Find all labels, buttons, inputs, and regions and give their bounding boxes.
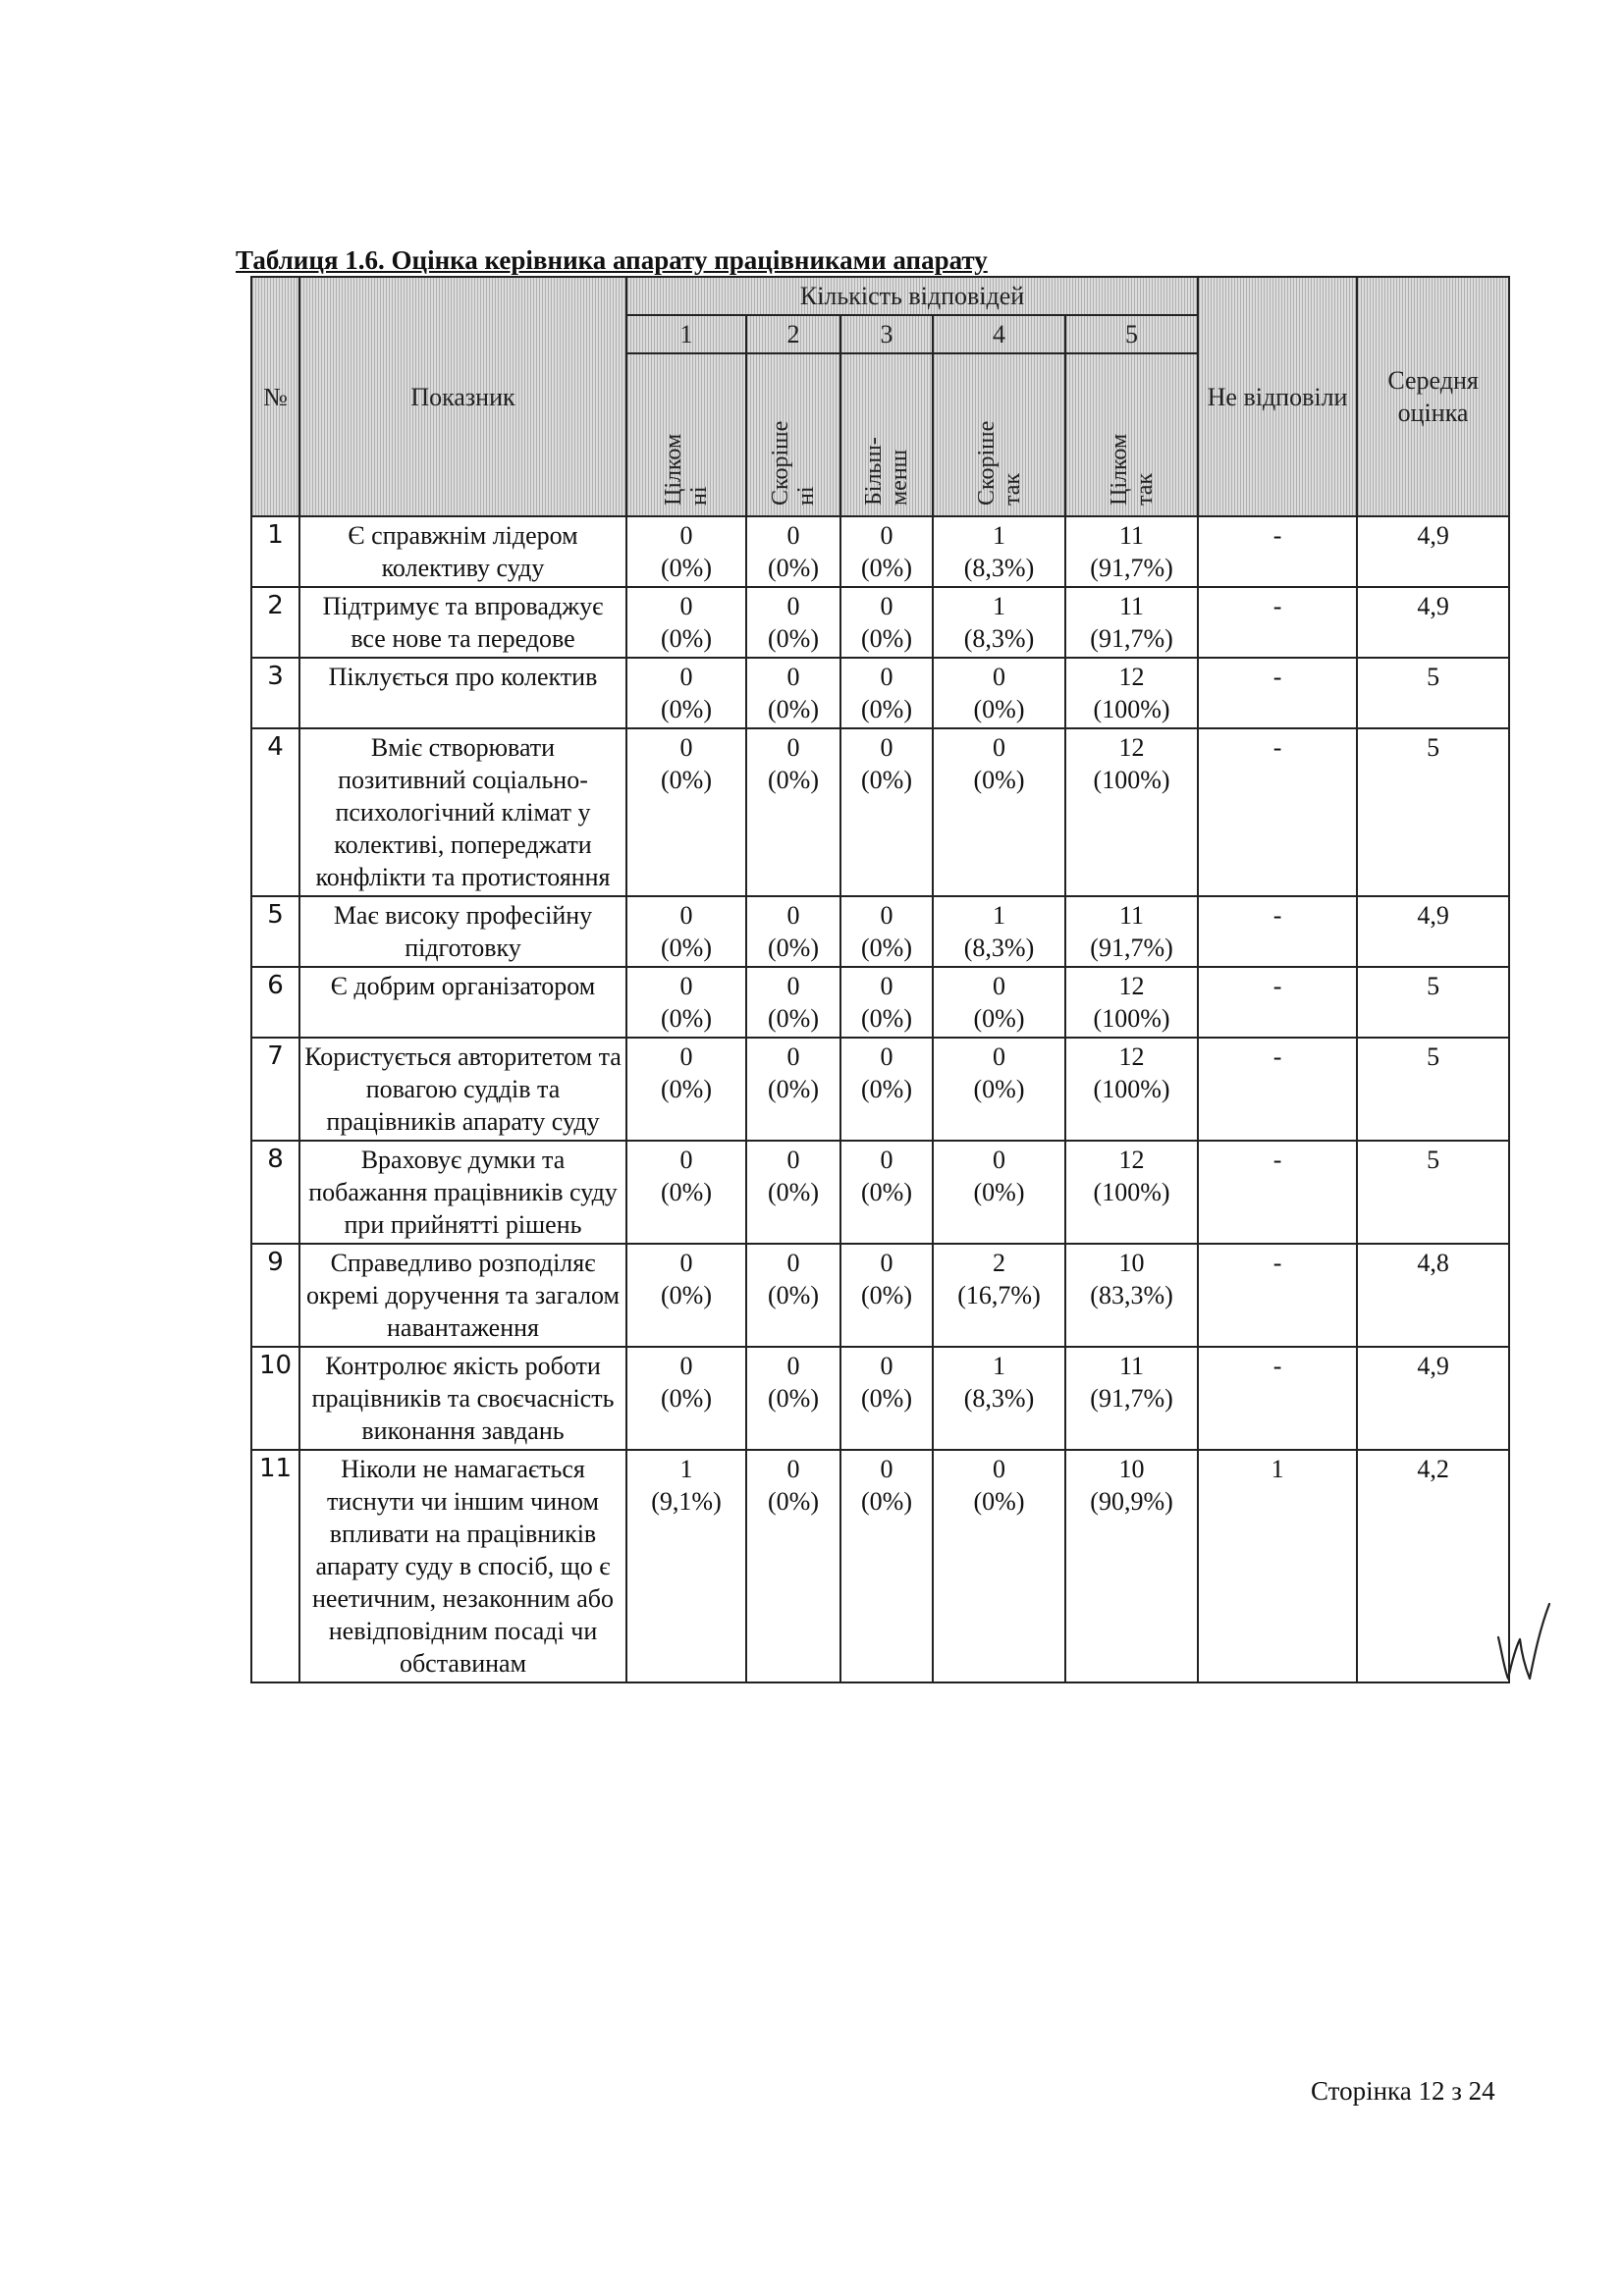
response-value-1: 0 (0%) [626, 1038, 746, 1141]
response-value-1: 0 (0%) [626, 516, 746, 587]
response-value-3: 0 (0%) [840, 1038, 933, 1141]
header-response-count: Кількість відповідей [626, 277, 1198, 315]
header-level-label-1 [626, 353, 746, 516]
table-row [251, 1244, 1509, 1347]
row-number: 9 [251, 1244, 299, 1347]
no-answer-value: - [1198, 658, 1357, 728]
table-row [251, 967, 1509, 1038]
response-value-3: 0 (0%) [840, 1347, 933, 1450]
response-value-5: 12 (100%) [1065, 1038, 1198, 1141]
response-value-2: 0 (0%) [746, 896, 840, 967]
table-row [251, 896, 1509, 967]
response-value-1: 0 (0%) [626, 587, 746, 658]
no-answer-value: 1 [1198, 1450, 1357, 1682]
header-no-answer: Не відповіли [1198, 277, 1357, 516]
average-value: 5 [1357, 1038, 1509, 1141]
response-value-3: 0 (0%) [840, 728, 933, 896]
header-level-label-5 [1065, 353, 1198, 516]
no-answer-value: - [1198, 1141, 1357, 1244]
row-number: 8 [251, 1141, 299, 1244]
row-number: 10 [251, 1347, 299, 1450]
response-value-4: 0 (0%) [933, 967, 1065, 1038]
response-value-1: 1 (9,1%) [626, 1450, 746, 1682]
row-number: 11 [251, 1450, 299, 1682]
response-value-1: 0 (0%) [626, 1347, 746, 1450]
table-row [251, 1141, 1509, 1244]
average-value: 5 [1357, 967, 1509, 1038]
response-value-3: 0 (0%) [840, 1450, 933, 1682]
indicator-text: Є добрим організатором [299, 967, 626, 1038]
response-value-4: 0 (0%) [933, 1450, 1065, 1682]
response-value-3: 0 (0%) [840, 587, 933, 658]
response-value-5: 11 (91,7%) [1065, 516, 1198, 587]
response-value-2: 0 (0%) [746, 1038, 840, 1141]
header-average: Середня оцінка [1357, 277, 1509, 516]
row-number: 7 [251, 1038, 299, 1141]
rating-table [250, 276, 1510, 1683]
response-value-1: 0 (0%) [626, 1244, 746, 1347]
header-level-label-3 [840, 353, 933, 516]
indicator-text: Піклується про колектив [299, 658, 626, 728]
header-number: № [251, 277, 299, 516]
response-value-4: 1 (8,3%) [933, 1347, 1065, 1450]
no-answer-value: - [1198, 728, 1357, 896]
row-number: 5 [251, 896, 299, 967]
average-value: 4,8 [1357, 1244, 1509, 1347]
response-value-3: 0 (0%) [840, 516, 933, 587]
response-value-4: 1 (8,3%) [933, 516, 1065, 587]
header-level-5: 5 [1065, 315, 1198, 353]
header-level-label-4 [933, 353, 1065, 516]
response-value-5: 12 (100%) [1065, 1141, 1198, 1244]
average-value: 4,9 [1357, 516, 1509, 587]
table-title: Таблиця 1.6. Оцінка керівника апарату працівниками апарату [236, 245, 988, 275]
header-indicator: Показник [299, 277, 626, 516]
header-level-3: 3 [840, 315, 933, 353]
response-value-5: 11 (91,7%) [1065, 896, 1198, 967]
indicator-text: Ніколи не намагається тиснути чи іншим чином впливати на працівників апарату суду в спосіб, що є неетичним, незаконним або невідповідним посаді чи обставинам [299, 1450, 626, 1682]
response-value-4: 0 (0%) [933, 1038, 1065, 1141]
indicator-text: Має високу професійну підготовку [299, 896, 626, 967]
response-value-4: 1 (8,3%) [933, 896, 1065, 967]
response-value-2: 0 (0%) [746, 1141, 840, 1244]
response-value-4: 0 (0%) [933, 658, 1065, 728]
header-row-group [251, 277, 1509, 315]
row-number: 3 [251, 658, 299, 728]
response-value-2: 0 (0%) [746, 1347, 840, 1450]
row-number: 1 [251, 516, 299, 587]
response-value-2: 0 (0%) [746, 516, 840, 587]
average-value: 4,9 [1357, 587, 1509, 658]
no-answer-value: - [1198, 1038, 1357, 1141]
response-value-5: 12 (100%) [1065, 658, 1198, 728]
response-value-2: 0 (0%) [746, 1244, 840, 1347]
level-label-text: Цілком ні [661, 433, 712, 506]
response-value-3: 0 (0%) [840, 658, 933, 728]
average-value: 4,2 [1357, 1450, 1509, 1682]
average-value: 5 [1357, 728, 1509, 896]
table-row [251, 1450, 1509, 1682]
no-answer-value: - [1198, 896, 1357, 967]
response-value-5: 12 (100%) [1065, 967, 1198, 1038]
response-value-4: 0 (0%) [933, 728, 1065, 896]
indicator-text: Є справжнім лідером колективу суду [299, 516, 626, 587]
header-level-label-2 [746, 353, 840, 516]
response-value-2: 0 (0%) [746, 587, 840, 658]
level-label-text: Цілком так [1106, 433, 1158, 506]
no-answer-value: - [1198, 1347, 1357, 1450]
average-value: 4,9 [1357, 896, 1509, 967]
table-row [251, 658, 1509, 728]
table-row [251, 516, 1509, 587]
indicator-text: Вміє створювати позитивний соціально-психологічний клімат у колективі, попереджати конфлікти та протистояння [299, 728, 626, 896]
no-answer-value: - [1198, 1244, 1357, 1347]
response-value-1: 0 (0%) [626, 967, 746, 1038]
table-row [251, 587, 1509, 658]
response-value-2: 0 (0%) [746, 967, 840, 1038]
response-value-3: 0 (0%) [840, 1141, 933, 1244]
response-value-3: 0 (0%) [840, 967, 933, 1038]
response-value-1: 0 (0%) [626, 1141, 746, 1244]
level-label-text: Більш- менш [861, 437, 912, 506]
page-footer: Сторінка 12 з 24 [1311, 2076, 1495, 2106]
response-value-1: 0 (0%) [626, 658, 746, 728]
indicator-text: Справедливо розподіляє окремі доручення та загалом навантаження [299, 1244, 626, 1347]
no-answer-value: - [1198, 587, 1357, 658]
indicator-text: Користується авторитетом та повагою суддів та працівників апарату суду [299, 1038, 626, 1141]
average-value: 4,9 [1357, 1347, 1509, 1450]
header-level-4: 4 [933, 315, 1065, 353]
row-number: 4 [251, 728, 299, 896]
response-value-4: 0 (0%) [933, 1141, 1065, 1244]
table-row [251, 1038, 1509, 1141]
average-value: 5 [1357, 1141, 1509, 1244]
no-answer-value: - [1198, 516, 1357, 587]
response-value-4: 1 (8,3%) [933, 587, 1065, 658]
response-value-5: 10 (83,3%) [1065, 1244, 1198, 1347]
table-row [251, 1347, 1509, 1450]
level-label-text: Скоріше ні [768, 420, 819, 506]
response-value-2: 0 (0%) [746, 728, 840, 896]
response-value-5: 11 (91,7%) [1065, 587, 1198, 658]
response-value-5: 11 (91,7%) [1065, 1347, 1198, 1450]
no-answer-value: - [1198, 967, 1357, 1038]
response-value-1: 0 (0%) [626, 728, 746, 896]
response-value-3: 0 (0%) [840, 1244, 933, 1347]
response-value-1: 0 (0%) [626, 896, 746, 967]
indicator-text: Підтримує та впроваджує все нове та передове [299, 587, 626, 658]
response-value-2: 0 (0%) [746, 1450, 840, 1682]
header-level-1: 1 [626, 315, 746, 353]
indicator-text: Враховує думки та побажання працівників суду при прийнятті рішень [299, 1141, 626, 1244]
response-value-4: 2 (16,7%) [933, 1244, 1065, 1347]
handwritten-signature [1494, 1600, 1553, 1688]
response-value-2: 0 (0%) [746, 658, 840, 728]
header-level-2: 2 [746, 315, 840, 353]
response-value-5: 10 (90,9%) [1065, 1450, 1198, 1682]
indicator-text: Контролює якість роботи працівників та своєчасність виконання завдань [299, 1347, 626, 1450]
table-row [251, 728, 1509, 896]
average-value: 5 [1357, 658, 1509, 728]
level-label-text: Скоріше так [973, 420, 1025, 506]
row-number: 2 [251, 587, 299, 658]
row-number: 6 [251, 967, 299, 1038]
response-value-5: 12 (100%) [1065, 728, 1198, 896]
response-value-3: 0 (0%) [840, 896, 933, 967]
